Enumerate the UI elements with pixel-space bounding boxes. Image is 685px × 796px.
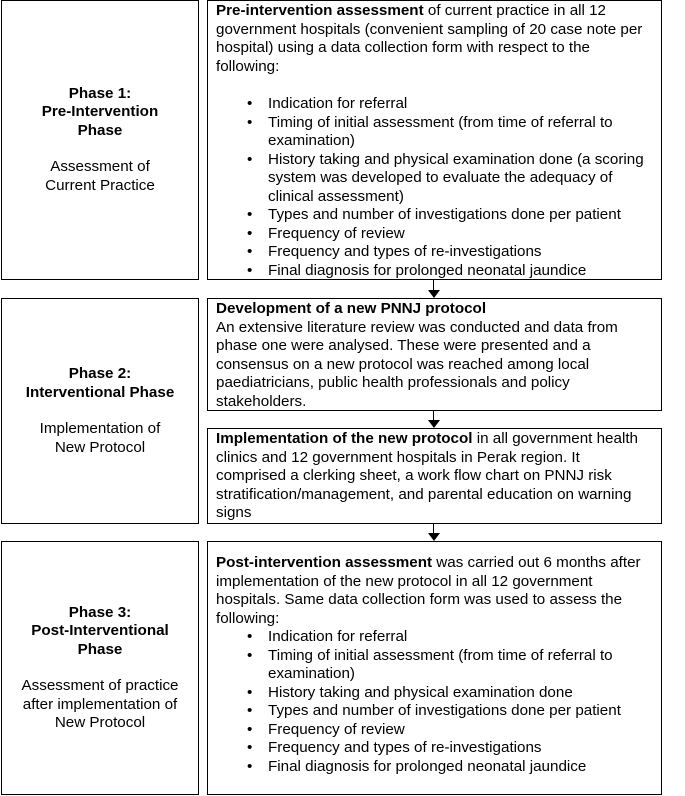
pre-intervention-heading: Pre-intervention assessment (216, 2, 424, 19)
list-item-text: Types and number of investigations done per patient (268, 206, 621, 223)
phase1-title-line1: Phase 1: (68, 84, 132, 102)
phase1-box (1, 0, 199, 280)
implementation-text: in all government health clinics and 12 government hospitals in Perak region. It comprised a clerking sheet, a work flow chart on PNNJ risk stratification/management, and parental education on warning signs (216, 430, 638, 521)
phase1-title (10, 85, 190, 141)
list-item-text: Types and number of investigations done per patient (268, 702, 621, 719)
list-item (216, 206, 653, 225)
phase2-box (1, 298, 199, 524)
phase3-title (10, 604, 190, 660)
list-item-text: History taking and physical examination done (268, 683, 573, 701)
bullet-icon: • (247, 243, 253, 260)
phase3-title-line2: Post-Interventional (31, 622, 169, 639)
list-item-text: Frequency of review (268, 224, 405, 242)
implementation-heading: Implementation of the new protocol (216, 430, 473, 447)
implementation-paragraph (216, 430, 653, 523)
list-item-text: History taking and physical examination done (a scoring system was developed to evaluate the adequacy of clinical assessment) (268, 150, 644, 205)
list-item (216, 721, 653, 740)
post-intervention-heading: Post-intervention assessment (216, 554, 433, 571)
phase2-title-line2: Interventional Phase (25, 383, 175, 401)
bullet-icon: • (247, 628, 253, 645)
implementation-box (207, 428, 662, 524)
bullet-icon: • (247, 646, 253, 664)
list-item-text: Timing of initial assessment (from time of referral to examination) (268, 113, 613, 149)
list-item (216, 739, 653, 758)
phase2-desc: Implementation of New Protocol (39, 420, 161, 456)
phase1-title-line3: Phase (77, 121, 123, 139)
arrow-down-icon (428, 411, 440, 428)
list-item (216, 684, 653, 703)
list-item-text: Timing of initial assessment (from time of referral to examination) (268, 646, 613, 682)
post-intervention-text: was carried out 6 months after implementation of the new protocol in all 12 government hospitals. Same data collection form was used to assess the following: (216, 554, 641, 627)
list-item (216, 95, 653, 114)
list-item-text: Indication for referral (268, 95, 408, 112)
bullet-icon: • (247, 757, 253, 775)
phase3-title-line3: Phase (77, 640, 123, 658)
bullet-icon: • (247, 150, 253, 168)
pre-intervention-box (207, 0, 662, 280)
phase3-box (1, 541, 199, 795)
bullet-icon: • (247, 739, 253, 756)
bullet-icon: • (247, 113, 253, 131)
pre-intervention-list (216, 95, 653, 280)
list-item-text: Final diagnosis for prolonged neonatal jaundice (268, 261, 587, 279)
list-item-text: Indication for referral (268, 628, 408, 645)
list-item-text: Frequency of review (268, 720, 405, 738)
list-item-text: Frequency and types of re-investigations (268, 243, 542, 260)
list-item (216, 225, 653, 244)
list-item (216, 647, 653, 684)
list-item (216, 262, 653, 281)
bullet-icon: • (247, 261, 253, 279)
bullet-icon: • (247, 702, 253, 719)
list-item-text: Final diagnosis for prolonged neonatal jaundice (268, 757, 587, 775)
pre-intervention-text: of current practice in all 12 government hospitals (convenient sampling of 20 case note per hospital) using a data collection form with respect to the following: (216, 2, 643, 75)
bullet-icon: • (247, 683, 253, 701)
development-box (207, 298, 662, 411)
bullet-icon: • (247, 224, 253, 242)
pre-intervention-paragraph (216, 2, 653, 76)
bullet-icon: • (247, 95, 253, 112)
post-intervention-paragraph (216, 554, 653, 628)
phase2-title (10, 365, 190, 402)
development-text: An extensive literature review was conducted and data from phase one were analysed. These were presented and a consensus on a new protocol was reached among local paediatricians, public health professionals and policy stakeholders. (216, 318, 618, 410)
phase3-title-line1: Phase 3: (68, 603, 132, 621)
list-item (216, 628, 653, 647)
list-item-text: Frequency and types of re-investigations (268, 739, 542, 756)
post-intervention-list (216, 628, 653, 776)
phase1-desc: Assessment of Current Practice (45, 158, 155, 194)
phase3-desc: Assessment of practice after implementation of New Protocol (21, 677, 179, 731)
arrow-down-icon (428, 524, 440, 541)
phase1-title-line2: Pre-Intervention (41, 103, 159, 121)
list-item (216, 758, 653, 777)
post-intervention-box (207, 541, 662, 795)
bullet-icon: • (247, 720, 253, 738)
arrow-down-icon (428, 280, 440, 298)
list-item (216, 243, 653, 262)
development-heading: Development of a new PNNJ protocol (216, 300, 487, 317)
list-item (216, 151, 653, 207)
list-item (216, 114, 653, 151)
phase2-title-line1: Phase 2: (68, 365, 132, 382)
list-item (216, 702, 653, 721)
bullet-icon: • (247, 206, 253, 223)
